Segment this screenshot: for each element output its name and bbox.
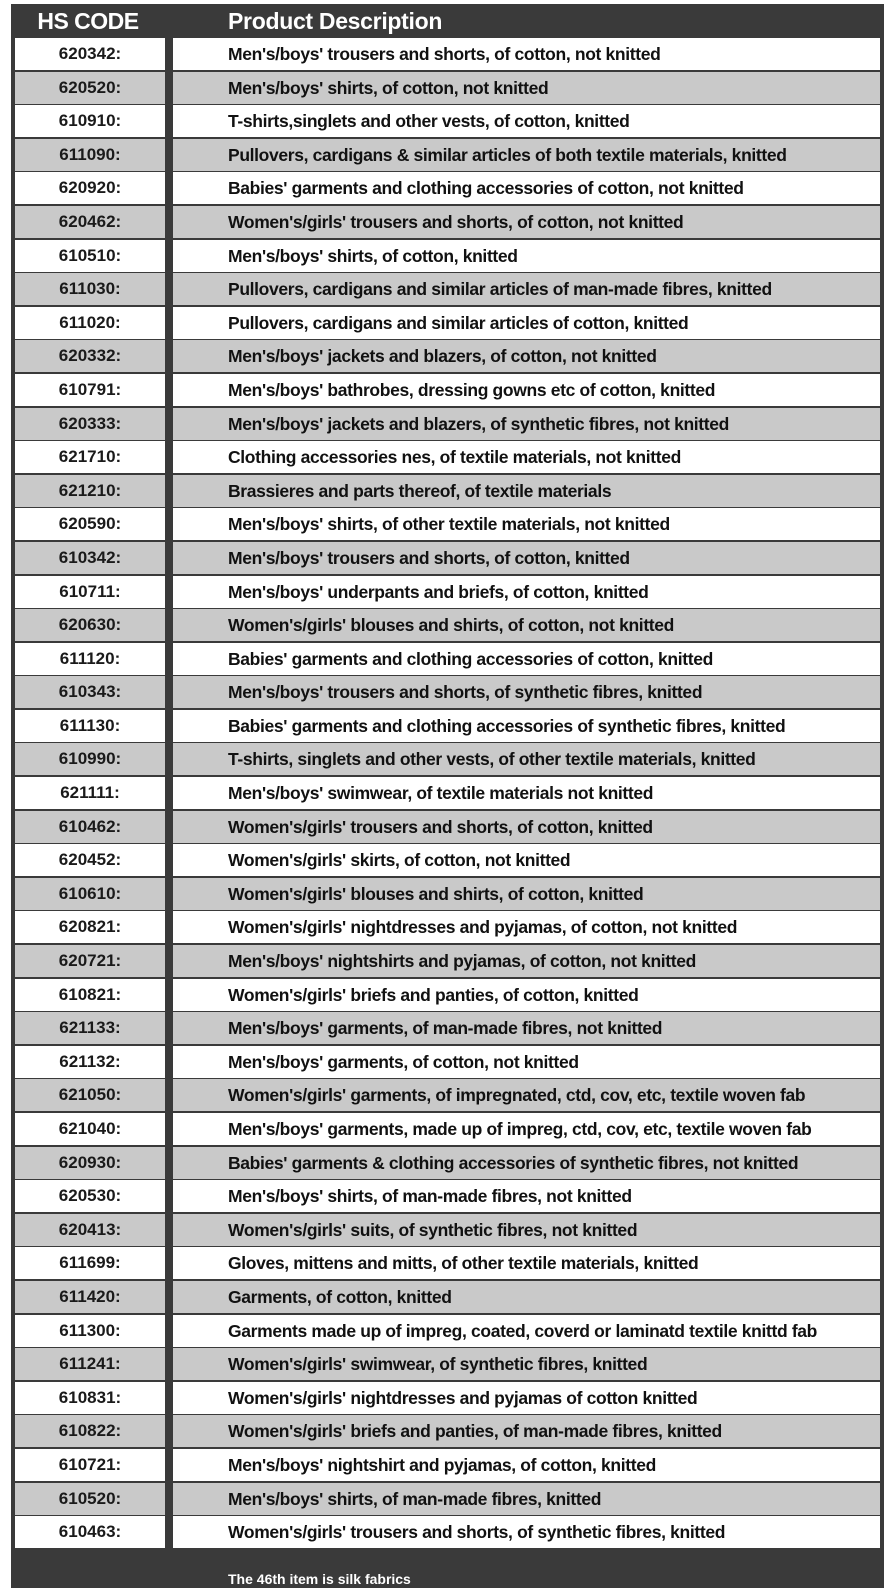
product-description-cell: Babies' garments and clothing accessories of cotton, knitted [173,643,880,675]
hs-code-cell: 620721: [15,945,165,977]
table-row [15,1079,880,1113]
product-description-cell: Pullovers, cardigans and similar articles of man-made fibres, knitted [173,273,880,305]
product-description-cell: Women's/girls' briefs and panties, of man-made fibres, knitted [173,1415,880,1447]
product-description-cell: T-shirts, singlets and other vests, of other textile materials, knitted [173,743,880,775]
hs-code-cell: 620821: [15,911,165,943]
product-description-cell: Women's/girls' trousers and shorts, of cotton, not knitted [173,206,880,238]
product-description-cell: Women's/girls' nightdresses and pyjamas, of cotton, not knitted [173,911,880,943]
product-description-cell: Brassieres and parts thereof, of textile materials [173,475,880,507]
table-body [15,38,880,1550]
hs-code-cell: 610520: [15,1483,165,1515]
table-row [15,1348,880,1382]
hs-code-cell: 620590: [15,508,165,540]
hs-code-cell: 620462: [15,206,165,238]
table-row [15,206,880,240]
table-row [15,643,880,677]
hs-code-cell: 621710: [15,441,165,473]
table-row [15,38,880,72]
hs-code-cell: 620920: [15,172,165,204]
table-row [15,475,880,509]
product-description-cell: Men's/boys' nightshirts and pyjamas, of cotton, not knitted [173,945,880,977]
table-row [15,240,880,274]
hs-code-cell: 610821: [15,979,165,1011]
hs-code-cell: 611241: [15,1348,165,1380]
header-product-description: Product Description [228,8,443,34]
table-row [15,1180,880,1214]
product-description-cell: Men's/boys' shirts, of man-made fibres, knitted [173,1483,880,1515]
product-description-cell: Men's/boys' underpants and briefs, of cotton, knitted [173,576,880,608]
product-description-cell: Women's/girls' blouses and shirts, of cotton, not knitted [173,609,880,641]
hs-code-cell: 620520: [15,72,165,104]
table-row [15,576,880,610]
hs-code-cell: 610510: [15,240,165,272]
product-description-cell: Babies' garments and clothing accessories of cotton, not knitted [173,172,880,204]
product-description-cell: T-shirts,singlets and other vests, of cotton, knitted [173,105,880,137]
hs-code-cell: 610463: [15,1516,165,1548]
table-row [15,1012,880,1046]
hs-code-cell: 610791: [15,374,165,406]
table-row [15,72,880,106]
table-row [15,307,880,341]
hs-code-cell: 611420: [15,1281,165,1313]
product-description-cell: Women's/girls' skirts, of cotton, not knitted [173,844,880,876]
hs-code-cell: 610910: [15,105,165,137]
product-description-cell: Men's/boys' bathrobes, dressing gowns etc of cotton, knitted [173,374,880,406]
hs-code-cell: 610990: [15,743,165,775]
table-row [15,1449,880,1483]
hs-code-cell: 611020: [15,307,165,339]
table-row [15,172,880,206]
table-row [15,743,880,777]
table-footer [11,1570,884,1588]
product-description-cell: Babies' garments and clothing accessories of synthetic fibres, knitted [173,710,880,742]
hs-code-cell: 610610: [15,878,165,910]
hs-code-cell: 610462: [15,811,165,843]
table-row [15,441,880,475]
hs-code-cell: 610342: [15,542,165,574]
hs-code-cell: 611090: [15,139,165,171]
table-row [15,945,880,979]
product-description-cell: Men's/boys' trousers and shorts, of cotton, not knitted [173,38,880,70]
product-description-cell: Men's/boys' shirts, of man-made fibres, not knitted [173,1180,880,1212]
product-description-cell: Men's/boys' shirts, of other textile materials, not knitted [173,508,880,540]
hs-code-cell: 620342: [15,38,165,70]
table-row [15,1382,880,1416]
table-row [15,408,880,442]
hs-code-cell: 611699: [15,1247,165,1279]
hs-code-cell: 611120: [15,643,165,675]
product-description-cell: Men's/boys' garments, of man-made fibres, not knitted [173,1012,880,1044]
product-description-cell: Men's/boys' trousers and shorts, of cotton, knitted [173,542,880,574]
product-description-cell: Women's/girls' swimwear, of synthetic fibres, knitted [173,1348,880,1380]
hs-code-cell: 621132: [15,1046,165,1078]
product-description-cell: Women's/girls' trousers and shorts, of cotton, knitted [173,811,880,843]
product-description-cell: Men's/boys' jackets and blazers, of synthetic fibres, not knitted [173,408,880,440]
product-description-cell: Women's/girls' nightdresses and pyjamas of cotton knitted [173,1382,880,1414]
table-row [15,979,880,1013]
hs-code-cell: 621040: [15,1113,165,1145]
product-description-cell: Men's/boys' garments, of cotton, not knitted [173,1046,880,1078]
product-description-cell: Gloves, mittens and mitts, of other textile materials, knitted [173,1247,880,1279]
product-description-cell: Pullovers, cardigans & similar articles of both textile materials, knitted [173,139,880,171]
hs-code-cell: 620333: [15,408,165,440]
footer-note: The 46th item is silk fabrics [228,1571,411,1587]
product-description-cell: Women's/girls' briefs and panties, of cotton, knitted [173,979,880,1011]
hs-code-cell: 621133: [15,1012,165,1044]
table-row [15,1415,880,1449]
product-description-cell: Men's/boys' shirts, of cotton, not knitted [173,72,880,104]
hs-code-cell: 621111: [15,777,165,809]
product-description-cell: Pullovers, cardigans and similar articles of cotton, knitted [173,307,880,339]
hs-code-cell: 610721: [15,1449,165,1481]
table-row [15,105,880,139]
table-row [15,340,880,374]
table-row [15,508,880,542]
table-row [15,844,880,878]
table-row [15,139,880,173]
hs-code-cell: 620530: [15,1180,165,1212]
table-row [15,374,880,408]
hs-code-cell: 610343: [15,676,165,708]
table-row [15,273,880,307]
header-hs-code: HS CODE [37,8,139,34]
product-description-cell: Women's/girls' garments, of impregnated, ctd, cov, etc, textile woven fab [173,1079,880,1111]
product-description-cell: Garments, of cotton, knitted [173,1281,880,1313]
hs-code-cell: 621050: [15,1079,165,1111]
product-description-cell: Men's/boys' trousers and shorts, of synthetic fibres, knitted [173,676,880,708]
hs-code-cell: 610711: [15,576,165,608]
table-row [15,1214,880,1248]
table-row [15,1113,880,1147]
table-row [15,1281,880,1315]
table-row [15,676,880,710]
table-header [11,4,884,38]
hs-code-cell: 620332: [15,340,165,372]
table-row [15,710,880,744]
hs-code-cell: 620452: [15,844,165,876]
hs-code-table [11,4,884,1588]
product-description-cell: Clothing accessories nes, of textile materials, not knitted [173,441,880,473]
hs-code-cell: 610831: [15,1382,165,1414]
hs-code-cell: 620930: [15,1147,165,1179]
hs-code-cell: 610822: [15,1415,165,1447]
hs-code-cell: 611300: [15,1315,165,1347]
product-description-cell: Men's/boys' nightshirt and pyjamas, of cotton, knitted [173,1449,880,1481]
table-row [15,542,880,576]
table-row [15,1046,880,1080]
table-row [15,911,880,945]
table-row [15,1315,880,1349]
table-row [15,1247,880,1281]
product-description-cell: Men's/boys' jackets and blazers, of cotton, not knitted [173,340,880,372]
table-row [15,609,880,643]
product-description-cell: Babies' garments & clothing accessories of synthetic fibres, not knitted [173,1147,880,1179]
hs-code-cell: 611030: [15,273,165,305]
product-description-cell: Men's/boys' garments, made up of impreg, ctd, cov, etc, textile woven fab [173,1113,880,1145]
product-description-cell: Garments made up of impreg, coated, coverd or laminatd textile knittd fab [173,1315,880,1347]
table-row [15,1483,880,1517]
hs-code-cell: 620413: [15,1214,165,1246]
product-description-cell: Women's/girls' blouses and shirts, of cotton, knitted [173,878,880,910]
hs-code-cell: 611130: [15,710,165,742]
table-row [15,777,880,811]
table-row [15,1147,880,1181]
table-row [15,1516,880,1550]
product-description-cell: Men's/boys' shirts, of cotton, knitted [173,240,880,272]
hs-code-cell: 621210: [15,475,165,507]
product-description-cell: Women's/girls' trousers and shorts, of synthetic fibres, knitted [173,1516,880,1548]
table-row [15,878,880,912]
hs-code-cell: 620630: [15,609,165,641]
product-description-cell: Women's/girls' suits, of synthetic fibres, not knitted [173,1214,880,1246]
table-row [15,811,880,845]
product-description-cell: Men's/boys' swimwear, of textile materials not knitted [173,777,880,809]
